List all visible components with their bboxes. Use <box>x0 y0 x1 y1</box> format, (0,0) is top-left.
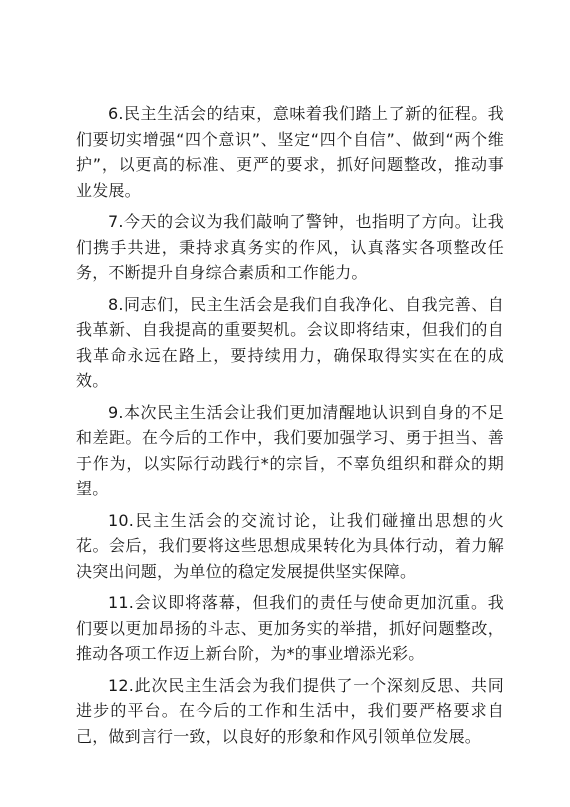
paragraph-9: 9.本次民主生活会让我们更加清醒地认识到自身的不足和差距。在今后的工作中，我们要加强学习、勇于担当、善于作为，以实际行动践行*的宗旨，不辜负组织和群众的期望。 <box>76 402 504 498</box>
paragraph-7: 7.今天的会议为我们敲响了警钟，也指明了方向。让我们携手共进，秉持求真务实的作风，认真落实各项整改任务，不断提升自身综合素质和工作能力。 <box>76 212 504 282</box>
document-body <box>76 101 504 755</box>
paragraph-8: 8.同志们，民主生活会是我们自我净化、自我完善、自我革新、自我提高的重要契机。会议即将结束，但我们的自我革命永远在路上，要持续用力，确保取得实实在在的成效。 <box>76 294 504 390</box>
paragraph-10: 10.民主生活会的交流讨论，让我们碰撞出思想的火花。会后，我们要将这些思想成果转化为具体行动，着力解决突出问题，为单位的稳定发展提供坚实保障。 <box>76 510 504 581</box>
paragraph-11: 11.会议即将落幕，但我们的责任与使命更加沉重。我们要以更加昂扬的斗志、更加务实的举措，抓好问题整改，推动各项工作迈上新台阶，为*的事业增添光彩。 <box>76 593 504 663</box>
paragraph-12: 12.此次民主生活会为我们提供了一个深刻反思、共同进步的平台。在今后的工作和生活中，我们要严格要求自己，做到言行一致，以良好的形象和作风引领单位发展。 <box>76 675 504 746</box>
paragraph-6: 6.民主生活会的结束，意味着我们踏上了新的征程。我们要切实增强“四个意识”、坚定“四个自信”、做到“两个维护”，以更高的标准、更严的要求，抓好问题整改，推动事业发展。 <box>76 104 504 200</box>
